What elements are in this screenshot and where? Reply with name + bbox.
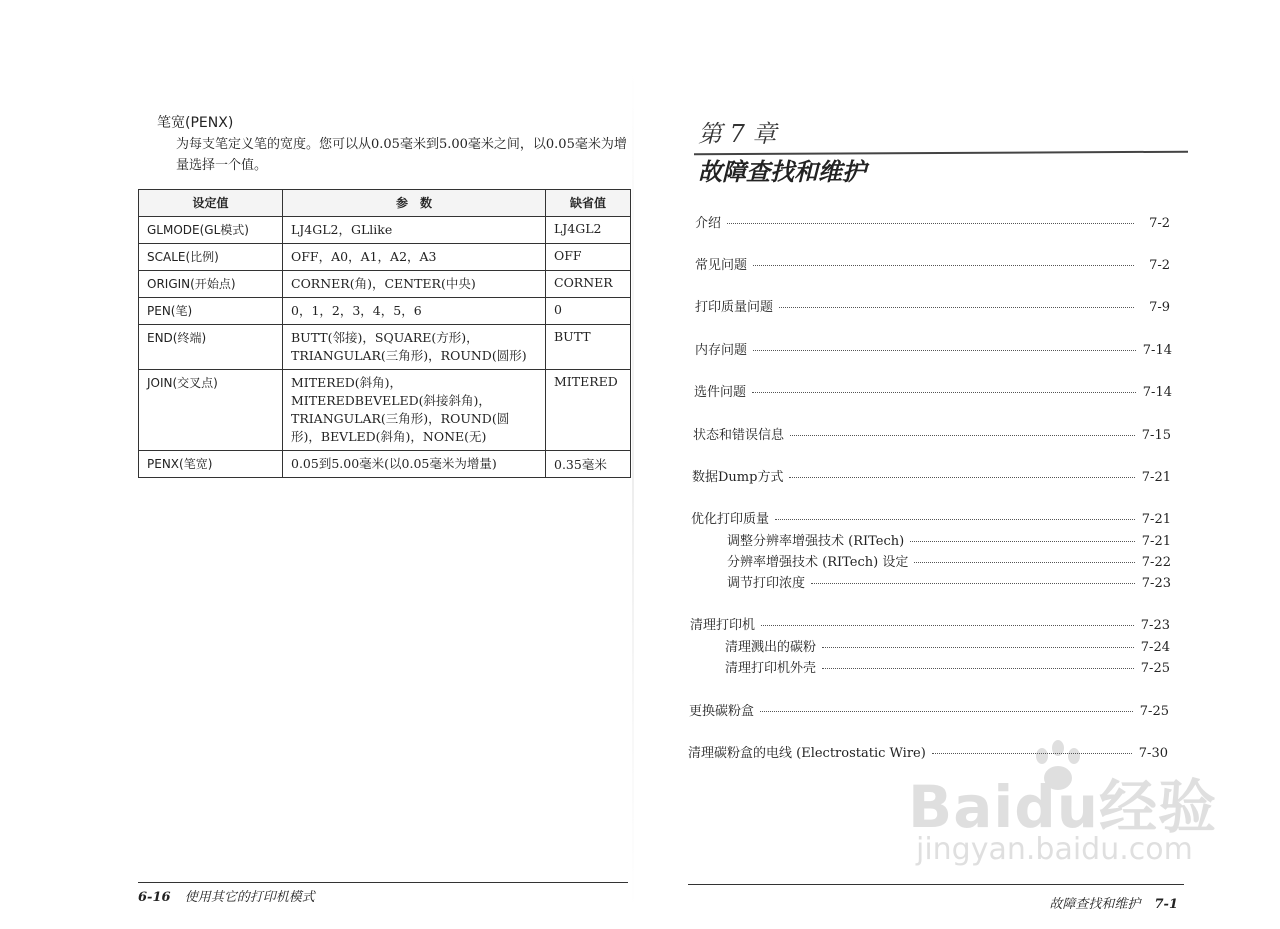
parameter-cell: 0，1，2，3，4，5，6 bbox=[283, 298, 546, 325]
toc-page: 7-22 bbox=[1141, 555, 1171, 570]
toc-entry bbox=[694, 381, 1172, 400]
page-number: 6-16 bbox=[138, 890, 171, 905]
toc-subentry bbox=[727, 530, 1171, 549]
parameter-cell: LJ4GL2，GLlike bbox=[283, 217, 546, 244]
toc-subentry bbox=[727, 572, 1171, 591]
toc-leader bbox=[727, 223, 1134, 224]
toc-title: 清理打印机外壳 bbox=[725, 661, 817, 676]
toc-title: 常见问题 bbox=[695, 258, 748, 273]
default-cell: 0 bbox=[546, 298, 631, 325]
setting-cell: END(终端) bbox=[139, 325, 283, 370]
table-row bbox=[139, 217, 631, 244]
table-header-row bbox=[139, 190, 631, 217]
toc-page: 7-24 bbox=[1140, 640, 1170, 655]
default-cell: CORNER bbox=[546, 271, 631, 298]
toc-page: 7-25 bbox=[1139, 704, 1169, 719]
toc-page: 7-2 bbox=[1149, 216, 1170, 231]
toc-title: 打印质量问题 bbox=[695, 300, 774, 315]
toc-page: 7-2 bbox=[1149, 258, 1170, 273]
toc-subentry bbox=[725, 636, 1170, 655]
toc-leader bbox=[761, 625, 1134, 626]
table-row bbox=[139, 370, 631, 451]
toc-leader bbox=[789, 477, 1135, 478]
toc-title: 选件问题 bbox=[694, 385, 747, 400]
watermark-brand: Baidu经验 bbox=[908, 773, 1218, 841]
toc-page: 7-21 bbox=[1141, 470, 1171, 485]
section-description: 为每支笔定义笔的宽度。您可以从0.05毫米到5.00毫米之间，以0.05毫米为增量选择一个值。 bbox=[176, 137, 627, 173]
left-footer bbox=[138, 886, 315, 905]
toc-leader bbox=[822, 668, 1134, 669]
toc-entry bbox=[695, 296, 1170, 315]
footer-chapter-title: 使用其它的打印机模式 bbox=[184, 890, 315, 905]
toc-entry bbox=[692, 466, 1171, 485]
setting-cell: PENX(笔宽) bbox=[139, 451, 283, 478]
toc-entry bbox=[691, 508, 1171, 527]
setting-cell: SCALE(比例) bbox=[139, 244, 283, 271]
setting-cell: ORIGIN(开始点) bbox=[139, 271, 283, 298]
toc-entry bbox=[693, 424, 1171, 443]
default-cell: OFF bbox=[546, 244, 631, 271]
table-row bbox=[139, 244, 631, 271]
settings-table bbox=[138, 189, 631, 478]
footer-divider bbox=[138, 882, 628, 883]
toc-page: 7-30 bbox=[1138, 746, 1168, 761]
toc-subentry bbox=[725, 657, 1170, 676]
header-parameter: 参 数 bbox=[283, 190, 546, 217]
toc-title: 内存问题 bbox=[695, 343, 748, 358]
default-cell: LJ4GL2 bbox=[546, 217, 631, 244]
table-row bbox=[139, 298, 631, 325]
toc-leader bbox=[779, 307, 1134, 308]
toc-page: 7-14 bbox=[1142, 385, 1172, 400]
toc-title: 调整分辨率增强技术 (RITech) bbox=[727, 534, 905, 549]
chapter-title: 故障查找和维护 bbox=[698, 158, 866, 186]
toc-page: 7-14 bbox=[1142, 343, 1172, 358]
parameter-cell: 0.05到5.00毫米(以0.05毫米为增量) bbox=[283, 451, 546, 478]
toc-leader bbox=[760, 711, 1133, 712]
toc-title: 优化打印质量 bbox=[691, 512, 770, 527]
watermark-url: jingyan.baidu.com bbox=[916, 832, 1193, 867]
toc-page: 7-23 bbox=[1140, 618, 1170, 633]
toc-entry bbox=[695, 339, 1172, 358]
right-page bbox=[640, 0, 1280, 929]
toc-entry bbox=[690, 614, 1170, 633]
toc-title: 数据Dump方式 bbox=[692, 470, 784, 485]
toc-leader bbox=[910, 541, 1135, 542]
toc-entry bbox=[695, 212, 1170, 231]
setting-cell: JOIN(交叉点) bbox=[139, 370, 283, 451]
toc-page: 7-9 bbox=[1149, 300, 1170, 315]
setting-cell: GLMODE(GL模式) bbox=[139, 217, 283, 244]
toc-leader bbox=[752, 392, 1136, 393]
footer-chapter-title: 故障查找和维护 bbox=[1049, 897, 1141, 912]
page-number: 7-1 bbox=[1154, 897, 1178, 912]
toc-page: 7-15 bbox=[1141, 428, 1171, 443]
toc-page: 7-23 bbox=[1141, 576, 1171, 591]
toc-title: 分辨率增强技术 (RITech) 设定 bbox=[727, 555, 909, 570]
toc-leader bbox=[775, 519, 1135, 520]
footer-divider bbox=[688, 884, 1184, 885]
toc-title: 介绍 bbox=[695, 216, 722, 231]
table-row bbox=[139, 451, 631, 478]
section-title: 笔宽(PENX) bbox=[157, 115, 234, 131]
toc-leader bbox=[790, 435, 1135, 436]
toc-entry bbox=[689, 700, 1169, 719]
toc-leader bbox=[753, 265, 1134, 266]
toc-leader bbox=[914, 562, 1135, 563]
page-gutter bbox=[632, 70, 634, 910]
toc-page: 7-21 bbox=[1141, 512, 1171, 527]
setting-cell: PEN(笔) bbox=[139, 298, 283, 325]
toc-title: 清理溅出的碳粉 bbox=[725, 640, 817, 655]
parameter-cell: OFF，A0，A1，A2，A3 bbox=[283, 244, 546, 271]
parameter-cell: BUTT(邻接)，SQUARE(方形)，TRIANGULAR(三角形)，ROUND(圆形) bbox=[283, 325, 546, 370]
toc-page: 7-25 bbox=[1140, 661, 1170, 676]
toc-title: 清理碳粉盒的电线 (Electrostatic Wire) bbox=[688, 746, 926, 761]
toc-title: 清理打印机 bbox=[690, 618, 756, 633]
toc-entry bbox=[695, 254, 1170, 273]
parameter-cell: CORNER(角)，CENTER(中央) bbox=[283, 271, 546, 298]
chapter-number: 第 7 章 bbox=[698, 120, 777, 148]
default-cell: MITERED bbox=[546, 370, 631, 451]
toc-page: 7-21 bbox=[1141, 534, 1171, 549]
default-cell: 0.35毫米 bbox=[546, 451, 631, 478]
header-default: 缺省值 bbox=[546, 190, 631, 217]
header-setting: 设定值 bbox=[139, 190, 283, 217]
toc-leader bbox=[753, 350, 1136, 351]
toc-subentry bbox=[727, 551, 1171, 570]
toc-leader bbox=[822, 647, 1134, 648]
toc-leader bbox=[811, 583, 1135, 584]
parameter-cell: MITERED(斜角)，MITEREDBEVELED(斜接斜角)，TRIANGULAR(三角形)，ROUND(圆形)，BEVLED(斜角)，NONE(无) bbox=[283, 370, 546, 451]
table-row bbox=[139, 325, 631, 370]
right-footer bbox=[1049, 893, 1178, 912]
table-row bbox=[139, 271, 631, 298]
toc-title: 更换碳粉盒 bbox=[689, 704, 755, 719]
toc-title: 状态和错误信息 bbox=[693, 428, 785, 443]
default-cell: BUTT bbox=[546, 325, 631, 370]
watermark bbox=[908, 740, 1228, 890]
toc-title: 调节打印浓度 bbox=[727, 576, 806, 591]
